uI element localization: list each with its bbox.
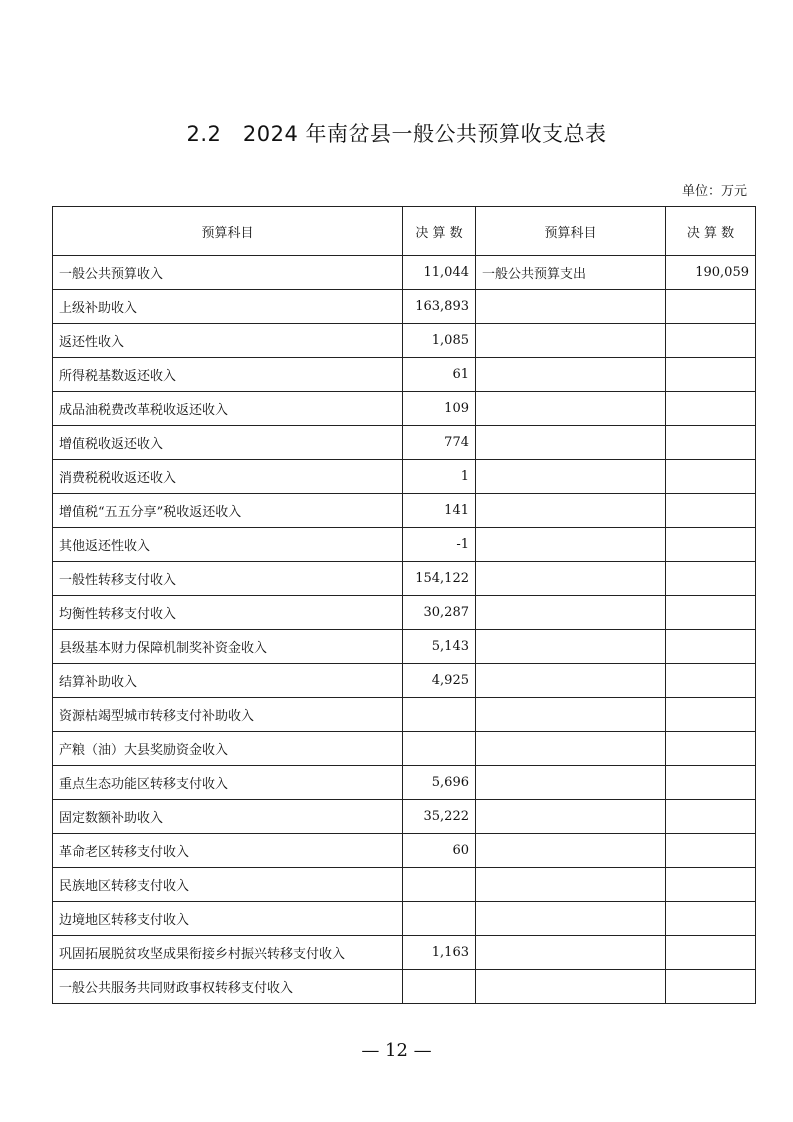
income-item-cell: 资源枯竭型城市转移支付补助收入 [53, 698, 403, 732]
expense-item-cell [476, 732, 666, 766]
table-row [53, 868, 756, 902]
header-expense-item: 预算科目 [476, 207, 666, 256]
table-body [53, 256, 756, 1004]
expense-item-cell [476, 562, 666, 596]
income-item-cell: 消费税税收返还收入 [53, 460, 403, 494]
income-item-cell: 一般公共预算收入 [53, 256, 403, 290]
expense-value-cell [666, 460, 756, 494]
table-row [53, 290, 756, 324]
income-value-cell: 5,143 [403, 630, 476, 664]
income-item-cell: 革命老区转移支付收入 [53, 834, 403, 868]
expense-item-cell [476, 698, 666, 732]
income-value-cell: 60 [403, 834, 476, 868]
expense-item-cell [476, 766, 666, 800]
expense-value-cell: 190,059 [666, 256, 756, 290]
income-item-cell: 上级补助收入 [53, 290, 403, 324]
expense-value-cell [666, 392, 756, 426]
income-value-cell: 35,222 [403, 800, 476, 834]
income-value-cell: 30,287 [403, 596, 476, 630]
expense-item-cell [476, 936, 666, 970]
income-item-cell: 成品油税费改革税收返还收入 [53, 392, 403, 426]
income-item-cell: 产粮（油）大县奖励资金收入 [53, 732, 403, 766]
income-value-cell: 1 [403, 460, 476, 494]
table-row [53, 256, 756, 290]
table-row [53, 460, 756, 494]
expense-value-cell [666, 970, 756, 1004]
table-row [53, 494, 756, 528]
income-value-cell [403, 732, 476, 766]
income-item-cell: 民族地区转移支付收入 [53, 868, 403, 902]
expense-value-cell [666, 834, 756, 868]
expense-item-cell [476, 324, 666, 358]
page-number: — 12 — [361, 1040, 432, 1061]
expense-value-cell [666, 426, 756, 460]
table-row [53, 936, 756, 970]
income-item-cell: 一般性转移支付收入 [53, 562, 403, 596]
table-row [53, 426, 756, 460]
expense-value-cell [666, 902, 756, 936]
expense-item-cell [476, 290, 666, 324]
expense-value-cell [666, 664, 756, 698]
expense-item-cell [476, 596, 666, 630]
expense-item-cell [476, 392, 666, 426]
table-row [53, 834, 756, 868]
expense-value-cell [666, 800, 756, 834]
table-row [53, 970, 756, 1004]
income-value-cell: -1 [403, 528, 476, 562]
header-income-item: 预算科目 [53, 207, 403, 256]
income-value-cell: 4,925 [403, 664, 476, 698]
expense-value-cell [666, 528, 756, 562]
table-row [53, 902, 756, 936]
income-value-cell: 154,122 [403, 562, 476, 596]
income-item-cell: 巩固拓展脱贫攻坚成果衔接乡村振兴转移支付收入 [53, 936, 403, 970]
table-header-row [53, 207, 756, 256]
expense-item-cell [476, 460, 666, 494]
table-row [53, 528, 756, 562]
income-item-cell: 均衡性转移支付收入 [53, 596, 403, 630]
expense-item-cell [476, 868, 666, 902]
income-value-cell: 5,696 [403, 766, 476, 800]
expense-item-cell [476, 664, 666, 698]
expense-value-cell [666, 324, 756, 358]
expense-value-cell [666, 562, 756, 596]
expense-value-cell [666, 936, 756, 970]
income-value-cell [403, 698, 476, 732]
expense-item-cell [476, 970, 666, 1004]
header-income-value: 决 算 数 [403, 207, 476, 256]
expense-value-cell [666, 358, 756, 392]
income-value-cell: 109 [403, 392, 476, 426]
income-value-cell: 11,044 [403, 256, 476, 290]
expense-value-cell [666, 630, 756, 664]
income-value-cell [403, 868, 476, 902]
expense-item-cell: 一般公共预算支出 [476, 256, 666, 290]
table-row [53, 630, 756, 664]
expense-value-cell [666, 766, 756, 800]
expense-value-cell [666, 868, 756, 902]
expense-item-cell [476, 800, 666, 834]
income-value-cell [403, 902, 476, 936]
income-item-cell: 所得税基数返还收入 [53, 358, 403, 392]
expense-item-cell [476, 426, 666, 460]
income-value-cell: 141 [403, 494, 476, 528]
table-row [53, 664, 756, 698]
expense-item-cell [476, 494, 666, 528]
income-value-cell: 163,893 [403, 290, 476, 324]
expense-item-cell [476, 528, 666, 562]
income-value-cell: 774 [403, 426, 476, 460]
income-item-cell: 其他返还性收入 [53, 528, 403, 562]
expense-value-cell [666, 290, 756, 324]
table-row [53, 698, 756, 732]
income-item-cell: 增值税收返还收入 [53, 426, 403, 460]
expense-item-cell [476, 630, 666, 664]
table-row [53, 392, 756, 426]
expense-item-cell [476, 834, 666, 868]
expense-value-cell [666, 732, 756, 766]
page-title: 2.2 2024 年南岔县一般公共预算收支总表 [186, 122, 607, 146]
table-row [53, 358, 756, 392]
table-row [53, 732, 756, 766]
header-expense-value: 决 算 数 [666, 207, 756, 256]
income-item-cell: 增值税“五五分享”税收返还收入 [53, 494, 403, 528]
expense-value-cell [666, 596, 756, 630]
income-item-cell: 边境地区转移支付收入 [53, 902, 403, 936]
table-row [53, 800, 756, 834]
table-row [53, 562, 756, 596]
income-item-cell: 固定数额补助收入 [53, 800, 403, 834]
income-value-cell: 61 [403, 358, 476, 392]
income-item-cell: 重点生态功能区转移支付收入 [53, 766, 403, 800]
income-item-cell: 一般公共服务共同财政事权转移支付收入 [53, 970, 403, 1004]
income-item-cell: 县级基本财力保障机制奖补资金收入 [53, 630, 403, 664]
income-value-cell: 1,085 [403, 324, 476, 358]
income-item-cell: 结算补助收入 [53, 664, 403, 698]
expense-item-cell [476, 902, 666, 936]
expense-value-cell [666, 494, 756, 528]
table-row [53, 324, 756, 358]
table-row [53, 596, 756, 630]
budget-table [52, 206, 756, 1004]
unit-label: 单位：万元 [681, 184, 747, 199]
expense-value-cell [666, 698, 756, 732]
income-value-cell: 1,163 [403, 936, 476, 970]
income-item-cell: 返还性收入 [53, 324, 403, 358]
income-value-cell [403, 970, 476, 1004]
table-row [53, 766, 756, 800]
expense-item-cell [476, 358, 666, 392]
